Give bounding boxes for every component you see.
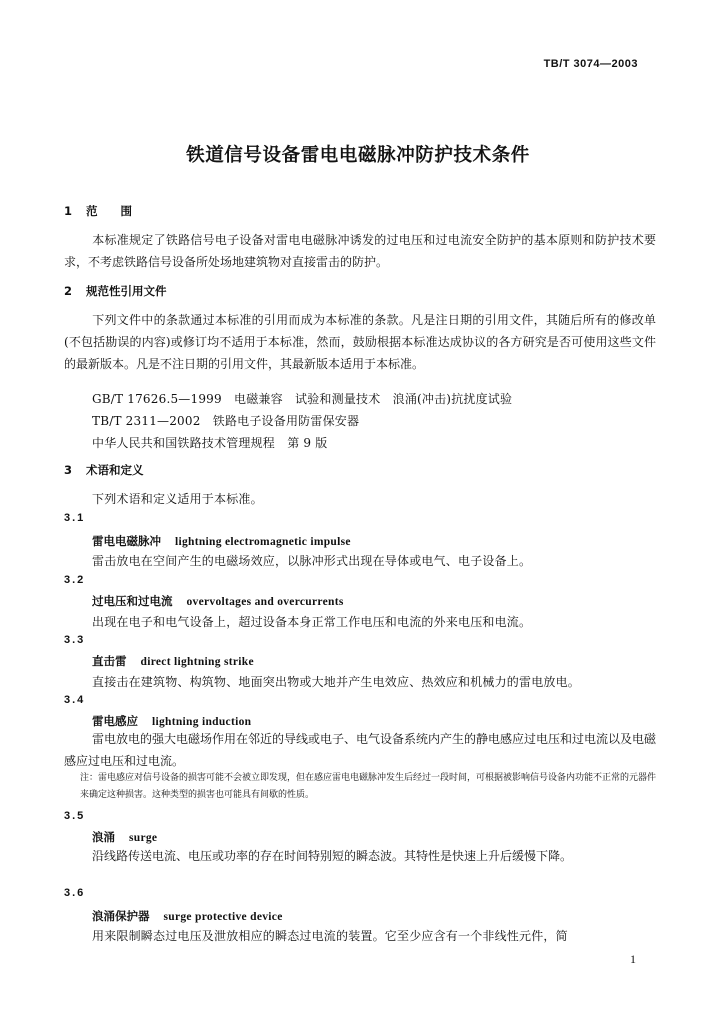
term-heading: 过电压和过电流 overvoltages and overcurrents xyxy=(92,594,344,608)
page-number: 1 xyxy=(630,952,636,966)
reference-item: GB/T 17626.5—1999 电磁兼容 试验和测量技术 浪涌(冲击)抗扰度试验 xyxy=(92,392,513,406)
section-heading xyxy=(64,203,132,219)
reference-item: TB/T 2311—2002 铁路电子设备用防雷保安器 xyxy=(92,414,360,428)
section-heading xyxy=(64,462,144,478)
term-definition: 沿线路传送电流、电压或功率的存在时间特别短的瞬态波。其特性是快速上升后缓慢下降。 xyxy=(92,849,573,863)
section-title: 范 围 xyxy=(86,204,132,218)
page-title: 铁道信号设备雷电电磁脉冲防护技术条件 xyxy=(186,145,530,166)
term-number: 3.2 xyxy=(64,574,86,586)
term-heading: 雷电电磁脉冲 lightning electromagnetic impulse xyxy=(92,534,351,548)
reference-item: 中华人民共和国铁路技术管理规程 第 9 版 xyxy=(92,436,328,450)
term-heading: 浪涌保护器 surge protective device xyxy=(92,909,283,923)
term-heading: 雷电感应 lightning induction xyxy=(92,714,252,728)
paragraph: 本标准规定了铁路信号电子设备对雷电电磁脉冲诱发的过电压和过电流安全防护的基本原则和防护技术要求，不考虑铁路信号设备所处场地建筑物对直接雷击的防护。 xyxy=(64,233,656,269)
term-number: 3.3 xyxy=(64,634,86,646)
section-number: 1 xyxy=(64,204,73,218)
term-heading: 浪涌 surge xyxy=(92,830,158,844)
term-definition: 雷电放电的强大电磁场作用在邻近的导线或电子、电气设备系统内产生的静电感应过电压和过电流以及电磁感应过电压和过电流。 xyxy=(64,732,657,768)
term-definition: 直接击在建筑物、构筑物、地面突出物或大地并产生电效应、热效应和机械力的雷电放电。 xyxy=(92,675,581,689)
term-number: 3.5 xyxy=(64,810,86,822)
paragraph: 下列文件中的条款通过本标准的引用而成为本标准的条款。凡是注日期的引用文件，其随后所有的修改单(不包括勘误的内容)或修订均不适用于本标准，然而，鼓励根据本标准达成协议的各方研究是否可使用这些文件的最新版本。凡是不注日期的引用文件，其最新版本适用于本标准。 xyxy=(64,313,656,371)
term-number: 3.4 xyxy=(64,694,86,706)
section-title: 术语和定义 xyxy=(86,463,144,477)
note: 注：雷电感应对信号设备的损害可能不会被立即发现，但在感应雷电电磁脉冲发生后经过一段时间，可根据被影响信号设备内功能不正常的元器件来确定这种损害。这种类型的损害也可能具有间歇的性质。 xyxy=(80,773,657,800)
section-number: 3 xyxy=(64,463,73,477)
term-definition: 出现在电子和电气设备上，超过设备本身正常工作电压和电流的外来电压和电流。 xyxy=(92,615,532,629)
term-definition: 雷击放电在空间产生的电磁场效应，以脉冲形式出现在导体或电气、电子设备上。 xyxy=(92,554,532,568)
term-number: 3.6 xyxy=(64,887,86,899)
term-definition: 用来限制瞬态过电压及泄放相应的瞬态过电流的装置。它至少应含有一个非线性元件，简 xyxy=(92,929,568,943)
term-heading: 直击雷 direct lightning strike xyxy=(92,654,254,668)
section-number: 2 xyxy=(64,284,73,298)
standard-code: TB/T 3074—2003 xyxy=(543,58,638,70)
paragraph: 下列术语和定义适用于本标准。 xyxy=(92,492,263,506)
term-number: 3.1 xyxy=(64,512,86,524)
section-heading xyxy=(64,283,167,299)
section-title: 规范性引用文件 xyxy=(86,284,167,298)
